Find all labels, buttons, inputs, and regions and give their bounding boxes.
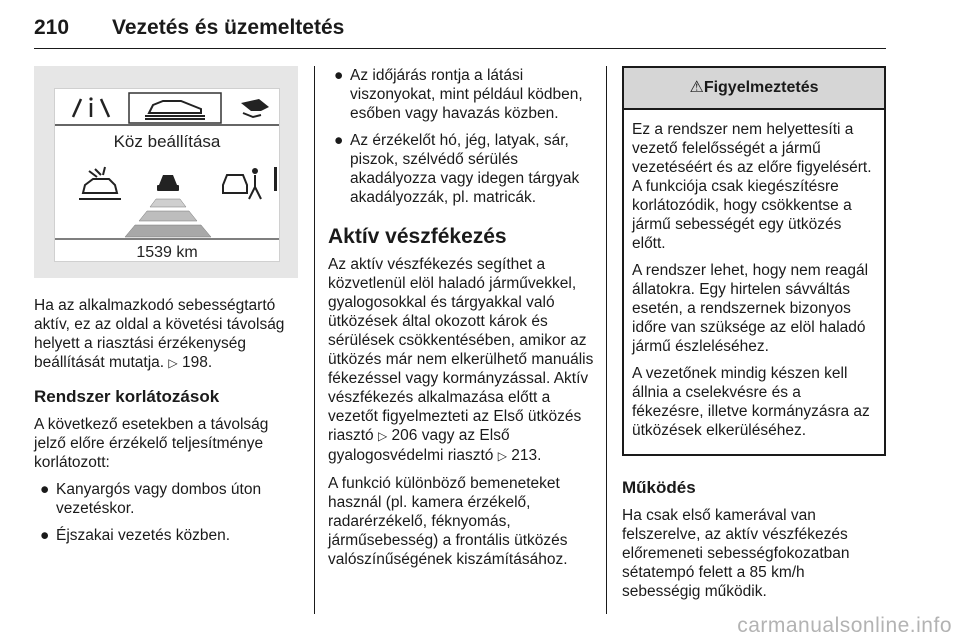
list-item: ● Az érzékelőt hó, jég, latyak, sár, piszok, szélvédő sérülés akadályozza vagy idegen tárgyak akadályozzák, pl. matricák. bbox=[334, 132, 580, 206]
limitations-list-2 bbox=[328, 66, 596, 207]
column-middle bbox=[328, 66, 596, 577]
column-left bbox=[34, 66, 302, 553]
section-heading-limitations: Rendszer korlátozások bbox=[34, 387, 220, 406]
limitations-intro: A következő esetekben a távolság jelző előre érzékelő teljesítménye korlátozott: bbox=[34, 416, 269, 471]
page-ref-213[interactable]: 213. bbox=[511, 447, 542, 464]
limitations-list-1 bbox=[34, 480, 302, 545]
screen-title: Köz beállítása bbox=[113, 132, 221, 151]
watermark-text: carmanualsonline.info bbox=[737, 614, 952, 637]
intro-text: Ha az alkalmazkodó sebességtartó aktív, ez az oldal a követési távolság helyett a riasztási érzékenység beállítását mutatja. bbox=[34, 297, 285, 371]
warning-paragraph: A rendszer lehet, hogy nem reagál állatokra. Egy hirtelen sávváltás esetén, a rendszernek bizonyos időre van szüksége az elöl haladó jármű észleléséhez. bbox=[632, 262, 869, 355]
bullet-dot: ● bbox=[334, 67, 344, 84]
gap-bar-2 bbox=[139, 211, 197, 221]
column-divider bbox=[606, 66, 607, 614]
bullet-dot: ● bbox=[334, 132, 344, 149]
warning-triangle-icon: ⚠ bbox=[689, 79, 704, 96]
operation-paragraph: Ha csak első kamerával van felszerelve, az aktív vészfékezés előremeneti sebességfokozatban sétatempó felett a 85 km/h sebességig működik. bbox=[622, 507, 850, 600]
list-item: ● Éjszakai vezetés közben. bbox=[40, 527, 231, 544]
odometer-value: 1539 km bbox=[136, 244, 198, 261]
column-right bbox=[622, 66, 886, 609]
page-header bbox=[34, 14, 886, 49]
warning-body bbox=[624, 110, 884, 454]
column-divider bbox=[314, 66, 315, 614]
warning-title: Figyelmeztetés bbox=[703, 79, 819, 96]
gap-bar-3 bbox=[125, 225, 211, 237]
intro-page-ref[interactable]: 198. bbox=[181, 354, 213, 371]
info-display-screen bbox=[54, 88, 280, 262]
section-heading-operation: Működés bbox=[622, 478, 696, 497]
display-illustration bbox=[34, 66, 298, 278]
section-heading-active-braking: Aktív vészfékezés bbox=[328, 225, 507, 248]
pedestrian-detect-icon bbox=[223, 168, 261, 199]
warning-paragraph: Ez a rendszer nem helyettesíti a vezető felelősségét a jármű vezetéséért és az előre figyelésért. A funkciója csak kiegészítésre korlátozódik, hogy csökkentse a jármű sebességét egy ütközés előtt. bbox=[632, 121, 872, 252]
lane-tab-icon bbox=[73, 97, 109, 117]
scroll-indicator bbox=[274, 167, 277, 191]
warning-header bbox=[624, 68, 884, 110]
warning-box bbox=[622, 66, 886, 456]
page-number: 210 bbox=[34, 16, 70, 39]
active-braking-paragraph: Az aktív vészfékezés segíthet a közvetlenül elöl haladó járművekkel, gyalogosokkal és tárgyakkal való ütközések által okozott károk és sérülések csökkentésében, amikor az ütközés már nem elkerülhető manuális fékezéssel vagy kormányzással. Aktív vészfékezés alkalmazása előtt a vezetőt figyelmezteti az Első ütközés riasztó ▷ 206 vagy az Első gyalogosvédelmi riasztó ▷ 213. bbox=[328, 256, 594, 464]
page-ref-206[interactable]: 206 bbox=[391, 427, 418, 444]
list-item: ● Az időjárás rontja a látási viszonyokat, mint például ködben, esőben vagy havazás közben. bbox=[334, 67, 583, 122]
collision-alert-icon bbox=[79, 167, 121, 199]
intro-paragraph bbox=[34, 296, 302, 373]
page-title: Vezetés és üzemeltetés bbox=[112, 16, 345, 39]
triangle-right-icon: ▷ bbox=[377, 429, 388, 443]
triangle-right-icon: ▷ bbox=[497, 449, 507, 463]
vehicle-ahead-icon bbox=[157, 175, 179, 191]
triangle-right-icon: ▷ bbox=[168, 356, 178, 370]
gap-bar-1 bbox=[150, 199, 186, 207]
inputs-paragraph: A funkció különböző bemeneteket használ (pl. kamera érzékelő, radarérzékelő, féknyomás, járműsebesség) a frontális ütközés valószínűségének kiszámításához. bbox=[328, 475, 568, 568]
warning-paragraph: A vezetőnek mindig készen kell állnia a cselekvésre és a fékezésre, illetve kormányzásra az ütközések elkerüléséhez. bbox=[632, 365, 870, 439]
bullet-dot: ● bbox=[40, 527, 50, 544]
list-item: ● Kanyargós vagy dombos úton vezetéskor. bbox=[40, 481, 262, 517]
gap-setting-display bbox=[55, 89, 279, 261]
bullet-dot: ● bbox=[40, 481, 50, 498]
speed-tab-icon bbox=[241, 99, 269, 117]
